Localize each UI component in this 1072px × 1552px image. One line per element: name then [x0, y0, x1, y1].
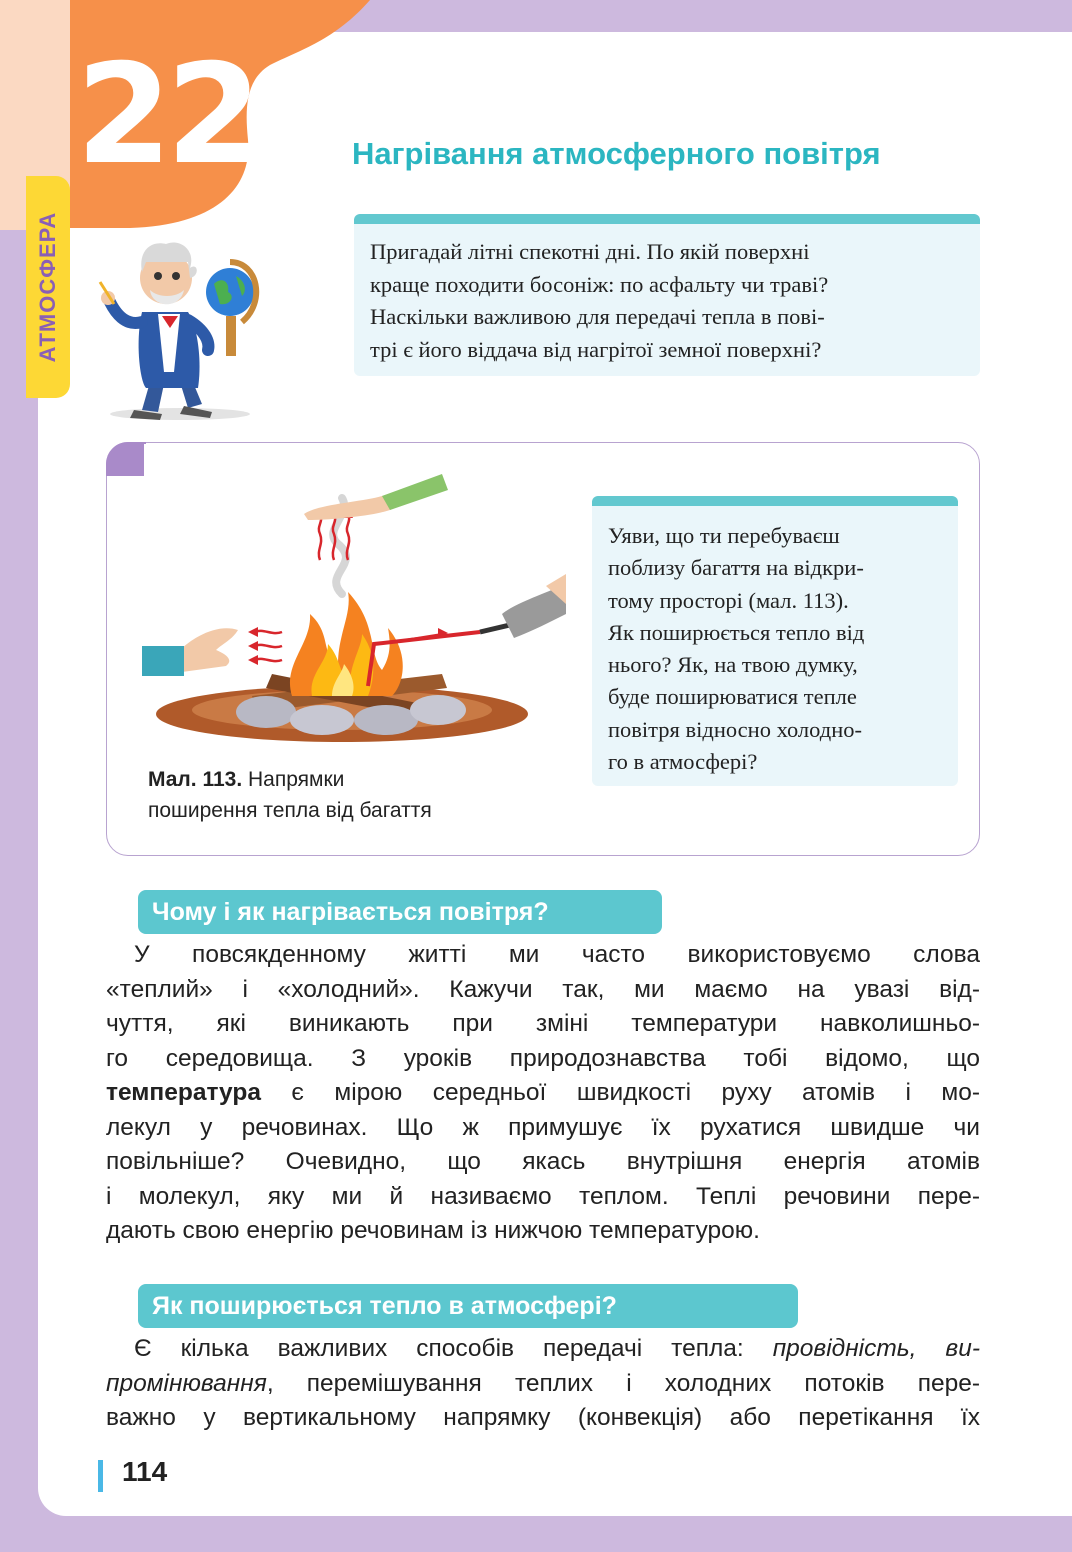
section-heading-why-air-heats: Чому і як нагрівається повітря?	[138, 890, 662, 934]
page-number-marker	[98, 1460, 103, 1492]
page-title: Нагрівання атмосферного повітря	[352, 136, 881, 171]
italic-term: провідність, ви-	[772, 1335, 980, 1362]
imagine-line: тому просторі (мал. 113).	[608, 587, 849, 613]
imagine-line: нього? Як, на твою думку,	[608, 652, 858, 678]
imagine-line: Уяви, що ти перебуваєш	[608, 523, 840, 548]
imagine-line: буде поширюватися тепле	[608, 684, 857, 710]
recall-line: краще походити босоніж: по асфальту чи траві?	[370, 271, 829, 297]
body-line: і молекул, яку ми й називаємо теплом. Теплі речовини пере-	[106, 1182, 980, 1210]
body-line-rest: є мірою середньої швидкості руху атомів і мо-	[260, 1079, 980, 1106]
recall-line: трі є його віддача від нагрітої земної поверхні?	[370, 336, 822, 362]
recall-line: Пригадай літні спекотні дні. По якій поверхні	[370, 239, 810, 264]
section-tab-atmosphere	[26, 176, 70, 398]
italic-term: промінювання	[106, 1369, 267, 1397]
figure-caption-line2: поширення тепла від багаття	[148, 799, 432, 822]
chapter-number: 22	[76, 34, 257, 195]
body-line: чуття, які виникають при зміні температури навколишньо-	[106, 1010, 980, 1037]
campfire-heat-directions-illustration	[142, 474, 566, 754]
section1-body-text	[106, 938, 980, 1249]
imagine-line: повітря відносно холодно-	[608, 716, 862, 742]
section-tab-label: АТМОСФЕРА	[35, 211, 60, 363]
imagine-line: го в атмосфері?	[608, 749, 758, 775]
body-line-start: Є кілька важливих способів передачі тепла:	[134, 1335, 773, 1362]
body-line	[106, 1332, 980, 1367]
imagine-line: Як поширюється тепло від	[608, 619, 865, 645]
figure-caption-label: Мал. 113.	[148, 768, 243, 791]
figure-frame-corner-accent	[106, 442, 146, 476]
body-line: лекул у речовинах. Що ж примушує їх рухатися швидше чи	[106, 1113, 980, 1141]
imagine-line: поблизу багаття на відкри-	[608, 555, 864, 581]
section2-body-text	[106, 1332, 980, 1436]
body-line	[106, 1076, 980, 1111]
body-line: важно у вертикальному напрямку (конвекція) або перетікання їх	[106, 1404, 980, 1431]
figure-corner-mask	[144, 444, 174, 476]
bold-term-temperature: температура	[106, 1079, 261, 1106]
figure-caption	[148, 764, 568, 826]
body-line: повільніше? Очевидно, що якась внутрішня енергія атомів	[106, 1148, 980, 1175]
body-line: У повсякденному житті ми часто використовуємо слова	[134, 941, 980, 968]
imagine-question-box	[592, 496, 958, 786]
body-line-rest: , перемішування теплих і холодних потоків пере-	[266, 1369, 980, 1397]
professor-mascot-illustration	[80, 232, 280, 422]
body-line: «теплий» і «холодний». Кажучи так, ми маємо на увазі від-	[106, 975, 980, 1003]
imagine-text	[608, 520, 942, 778]
section-heading-heat-spread: Як поширюється тепло в атмосфері?	[138, 1284, 798, 1328]
body-line: го середовища. З уроків природознавства тобі відомо, що	[106, 1044, 980, 1072]
recall-question-box	[354, 214, 980, 376]
recall-line: Наскільки важливою для передачі тепла в пові-	[370, 304, 825, 329]
figure-caption-text: Напрямки	[242, 768, 345, 791]
body-line: дають свою енергію речовинам із нижчою температурою.	[106, 1217, 760, 1244]
body-line	[106, 1367, 980, 1402]
page-number: 114	[122, 1456, 168, 1487]
recall-text	[370, 236, 962, 366]
